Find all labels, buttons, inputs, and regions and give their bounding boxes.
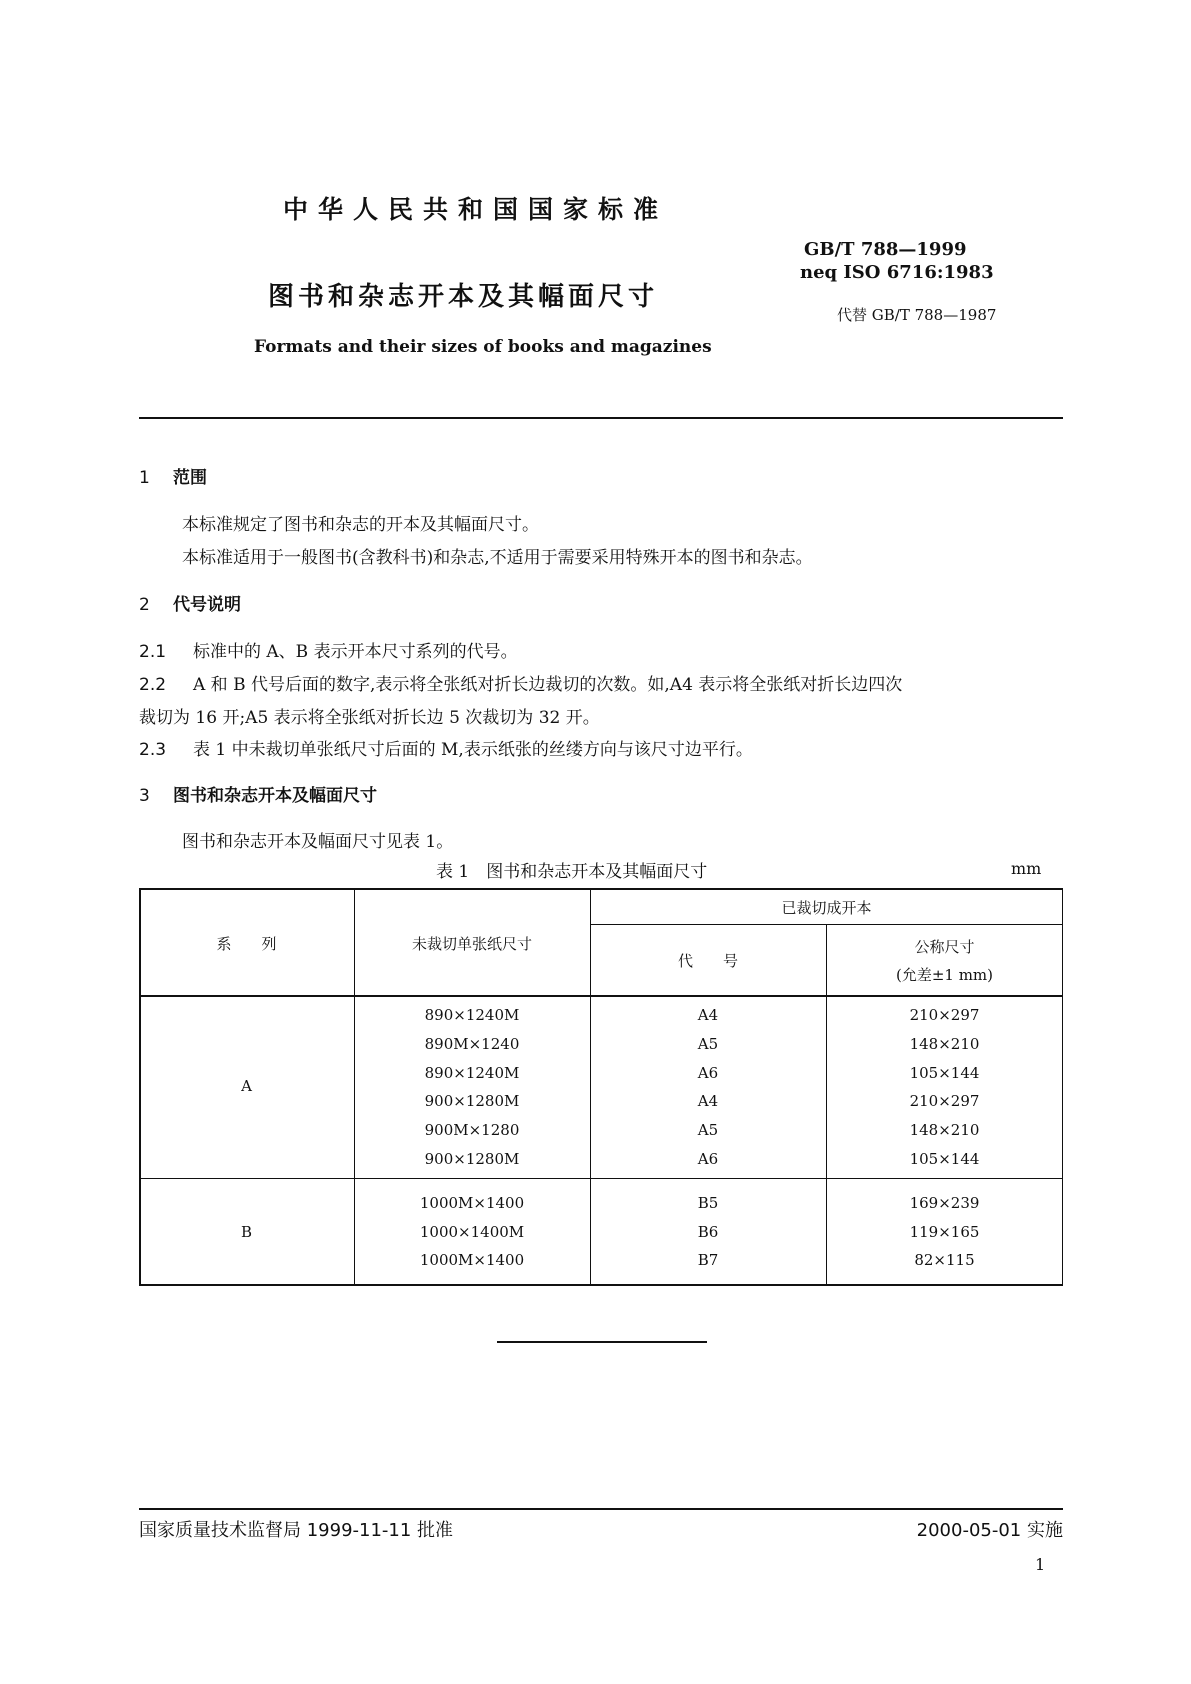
table-cell-code: A5: [697, 1035, 719, 1053]
section-title: 图书和杂志开本及幅面尺寸: [173, 786, 377, 806]
table-cell-size: 105×144: [909, 1064, 980, 1082]
table-cell-code: B6: [697, 1223, 719, 1241]
header-subdivider: [590, 924, 1063, 925]
table-cell-size: 82×115: [914, 1251, 975, 1269]
series-b: B: [240, 1223, 253, 1241]
document-title: 图书和杂志开本及其幅面尺寸: [268, 282, 659, 312]
page-number: 1: [1035, 1555, 1046, 1574]
document-title-english: Formats and their sizes of books and magazines: [254, 337, 712, 357]
table-cell-code: A4: [697, 1092, 719, 1110]
footer-divider: [139, 1508, 1063, 1510]
clause-number: 2.2: [139, 675, 167, 695]
approval-date: 国家质量技术监督局 1999-11-11 批准: [139, 1520, 454, 1541]
header-divider: [139, 417, 1063, 419]
table-cell-code: A4: [697, 1006, 719, 1024]
standard-code: GB/T 788—1999: [804, 239, 967, 260]
section-title: 范围: [173, 468, 207, 488]
national-standard-title: 中华人民共和国国家标准: [283, 195, 669, 224]
section-3-heading: [139, 781, 377, 806]
table-cell-size: 148×210: [909, 1035, 980, 1053]
table-cell-uncut: 1000M×1400: [419, 1194, 525, 1212]
group-divider: [139, 1178, 1063, 1179]
clause-2-3: [139, 735, 753, 760]
table-cell-uncut: 1000×1400M: [419, 1223, 525, 1241]
header-tolerance: (允差±1 mm): [895, 966, 994, 984]
end-of-text-rule: [497, 1341, 707, 1343]
table-cell-code: B7: [697, 1251, 719, 1269]
table-cell-code: B5: [697, 1194, 719, 1212]
clause-text-continued: 裁切为 16 开;A5 表示将全张纸对折长边 5 次裁切为 32 开。: [139, 708, 600, 728]
table-cell-size: 169×239: [909, 1194, 980, 1212]
header-series: 系 列: [216, 935, 277, 953]
table-cell-uncut: 900×1280M: [424, 1092, 520, 1110]
clause-number: 2.3: [139, 740, 167, 760]
effective-date: 2000-05-01 实施: [916, 1520, 1063, 1541]
table-cell-uncut: 900M×1280: [424, 1121, 520, 1139]
table-cell-uncut: 890×1240M: [424, 1064, 520, 1082]
table-cell-code: A6: [697, 1064, 719, 1082]
paragraph: 本标准规定了图书和杂志的开本及其幅面尺寸。: [182, 515, 539, 535]
header-nominal-size: 公称尺寸: [914, 938, 975, 956]
table-border-top: [139, 888, 1063, 890]
section-title: 代号说明: [173, 595, 241, 615]
table-cell-size: 105×144: [909, 1150, 980, 1168]
section-number: 1: [139, 468, 150, 488]
format-size-table: [139, 888, 1063, 1286]
table-border-bottom: [139, 1284, 1063, 1286]
paragraph: 本标准适用于一般图书(含教科书)和杂志,不适用于需要采用特殊开本的图书和杂志。: [182, 548, 813, 568]
clause-number: 2.1: [139, 642, 167, 662]
clause-2-2: [139, 670, 902, 695]
replaces-standard: 代替 GB/T 788—1987: [837, 306, 997, 324]
clause-2-1: [139, 637, 518, 662]
table-cell-uncut: 890×1240M: [424, 1006, 520, 1024]
equivalent-standard: neq ISO 6716:1983: [800, 262, 994, 283]
header-bottom-line: [139, 995, 1063, 997]
table-cell-size: 148×210: [909, 1121, 980, 1139]
header-code: 代 号: [677, 952, 738, 970]
series-a: A: [241, 1077, 252, 1095]
table-cell-size: 119×165: [909, 1223, 980, 1241]
table-cell-uncut: 900×1280M: [424, 1150, 520, 1168]
clause-text: 标准中的 A、B 表示开本尺寸系列的代号。: [193, 642, 518, 662]
section-number: 3: [139, 786, 150, 806]
table-cell-code: A6: [697, 1150, 719, 1168]
table-cell-code: A5: [697, 1121, 719, 1139]
paragraph: 图书和杂志开本及幅面尺寸见表 1。: [182, 832, 454, 852]
table-cell-size: 210×297: [909, 1006, 980, 1024]
section-1-heading: [139, 463, 207, 488]
section-2-heading: [139, 590, 241, 615]
table-cell-size: 210×297: [909, 1092, 980, 1110]
table-cell-uncut: 1000M×1400: [419, 1251, 525, 1269]
section-number: 2: [139, 595, 150, 615]
clause-text: A 和 B 代号后面的数字,表示将全张纸对折长边裁切的次数。如,A4 表示将全张纸对折长边四次: [193, 675, 903, 695]
header-uncut-size: 未裁切单张纸尺寸: [411, 935, 532, 953]
table-caption: 表 1 图书和杂志开本及其幅面尺寸: [436, 862, 708, 882]
table-cell-uncut: 890M×1240: [424, 1035, 520, 1053]
clause-text: 表 1 中未裁切单张纸尺寸后面的 M,表示纸张的丝缕方向与该尺寸边平行。: [193, 740, 753, 760]
header-cut-group: 已裁切成开本: [781, 899, 872, 917]
table-unit: mm: [1011, 859, 1042, 878]
